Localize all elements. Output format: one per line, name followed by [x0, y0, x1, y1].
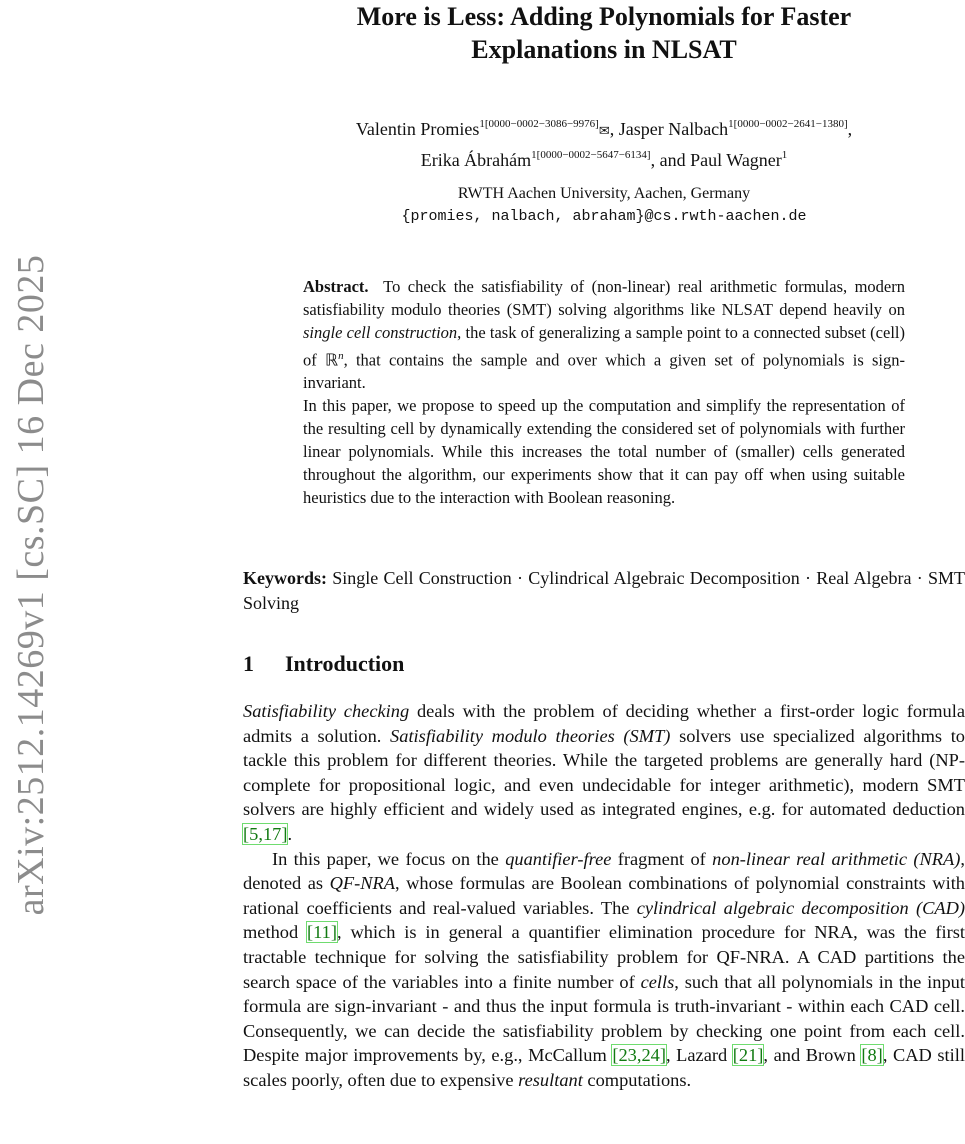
keywords-label: Keywords:	[243, 568, 327, 588]
author-list	[243, 112, 965, 173]
author-orcid[interactable]: [0000−0002−2641−1380]	[733, 118, 848, 130]
citation-link[interactable]: [8]	[861, 1045, 883, 1066]
author-name: Erika Ábrahám	[420, 150, 532, 170]
author-name: Paul Wagner	[690, 150, 782, 170]
title-line-2: Explanations in NLSAT	[471, 35, 737, 64]
author-affil-mark: 1	[479, 118, 485, 130]
author-orcid[interactable]: [0000−0002−5647−6134]	[536, 149, 651, 161]
keywords: Keywords: Single Cell Construction · Cylindrical Algebraic Decomposition · Real Algebra · SMT Solving	[243, 568, 965, 613]
introduction-body	[243, 699, 965, 1093]
author-affil-mark: 1	[531, 149, 537, 161]
section-heading	[243, 650, 965, 678]
author-line-2: Erika Ábrahám$^{1[0000-0002-5647-6134]}$, and Paul Wagner$^1$	[420, 149, 788, 170]
section-title: Introduction	[285, 651, 405, 676]
author-affil-mark: 1	[781, 149, 788, 161]
abstract	[303, 276, 905, 510]
abstract-label: Abstract.	[303, 277, 369, 296]
affiliation-block	[243, 182, 965, 228]
abstract-paragraph-2: In this paper, we propose to speed up the computation and simplify the representation of the resulting cell by dynamically extending the considered set of polynomials with further linear polynomials. While this increases the total number of (smaller) cells generated throughout the algorithm, our experiments show that it can pay off when using suitable heuristics due to the interaction with Boolean reasoning.	[303, 396, 905, 507]
author-name: Jasper Nalbach	[618, 119, 729, 139]
author-emails[interactable]: {promies, nalbach, abraham}@cs.rwth-aachen.de	[401, 208, 807, 225]
author-orcid[interactable]: [0000−0002−3086−9976]	[484, 118, 599, 130]
keyword: Single Cell Construction	[332, 568, 512, 588]
citation-link[interactable]: [21]	[732, 1045, 764, 1066]
title-line-1: More is Less: Adding Polynomials for Faster	[356, 2, 852, 31]
keyword: SMT	[928, 568, 965, 588]
abstract-paragraph-1: Abstract. To check the satisfiability of (non-linear) real arithmetic formulas, modern satisfiability modulo theories (SMT) solving algorithms like NLSAT depend heavily on single cell construction, the task of generalizing a sample point to a connected subset (cell) of ℝ$^n$, that contains the sample and over which a given set of polynomials is sign-invariant.	[303, 277, 906, 393]
intro-paragraph-1: Satisfiability checking deals with the problem of deciding whether a first-order logic formula admits a solution. Satisfiability modulo theories (SMT) solvers use specialized algorithms to tackle this problem for different theories. While the targeted problems are generally hard (NP-complete for propositional logic, and even undecidable for integer arithmetic), modern SMT solvers are highly efficient and widely used as integrated engines, e.g. for automated deduction [5,17].	[243, 701, 965, 844]
arxiv-sidebar	[0, 0, 60, 1144]
paper-title	[243, 0, 965, 66]
arxiv-identifier: arXiv:2512.14269v1 [cs.SC] 16 Dec 2025	[10, 254, 52, 916]
citation-link[interactable]: [23,24]	[612, 1045, 666, 1066]
keyword: Solving	[243, 593, 300, 613]
affiliation: RWTH Aachen University, Aachen, Germany	[457, 185, 751, 202]
author-affil-mark: 1	[728, 118, 734, 130]
citation-link[interactable]: [5,17]	[243, 823, 288, 844]
author-line-1: Valentin Promies$^{1[0000-0002-3086-9976]}$✉, Jasper Nalbach$^{1[0000-0002-2641-1380]}$,	[355, 118, 853, 139]
keyword: Cylindrical Algebraic Decomposition	[528, 568, 800, 588]
email-icon[interactable]: ✉	[598, 123, 610, 138]
author-name: Valentin Promies	[355, 119, 480, 139]
intro-paragraph-2: In this paper, we focus on the quantifier-free fragment of non-linear real arithmetic (NRA), denoted as QF-NRA, whose formulas are Boolean combinations of polynomial constraints with rational coefficients and real-valued variables. The cylindrical algebraic decomposition (CAD) method [11], which is in general a quantifier elimination procedure for NRA, was the first tractable technique for solving the satisfiability problem for QF-NRA. A CAD partitions the search space of the variables into a finite number of cells, such that all polynomials in the input formula are sign-invariant - and thus the input formula is truth-invariant - within each CAD cell. Consequently, we can decide the satisfiability problem by checking one point from each cell. Despite major improvements by, e.g., McCallum [23,24], Lazard [21], and Brown [8], CAD still scales poorly, often due to expensive resultant computations.	[243, 848, 965, 1090]
citation-link[interactable]: [11]	[307, 922, 337, 943]
section-number: 1	[243, 651, 254, 676]
keyword: Real Algebra	[816, 568, 912, 588]
